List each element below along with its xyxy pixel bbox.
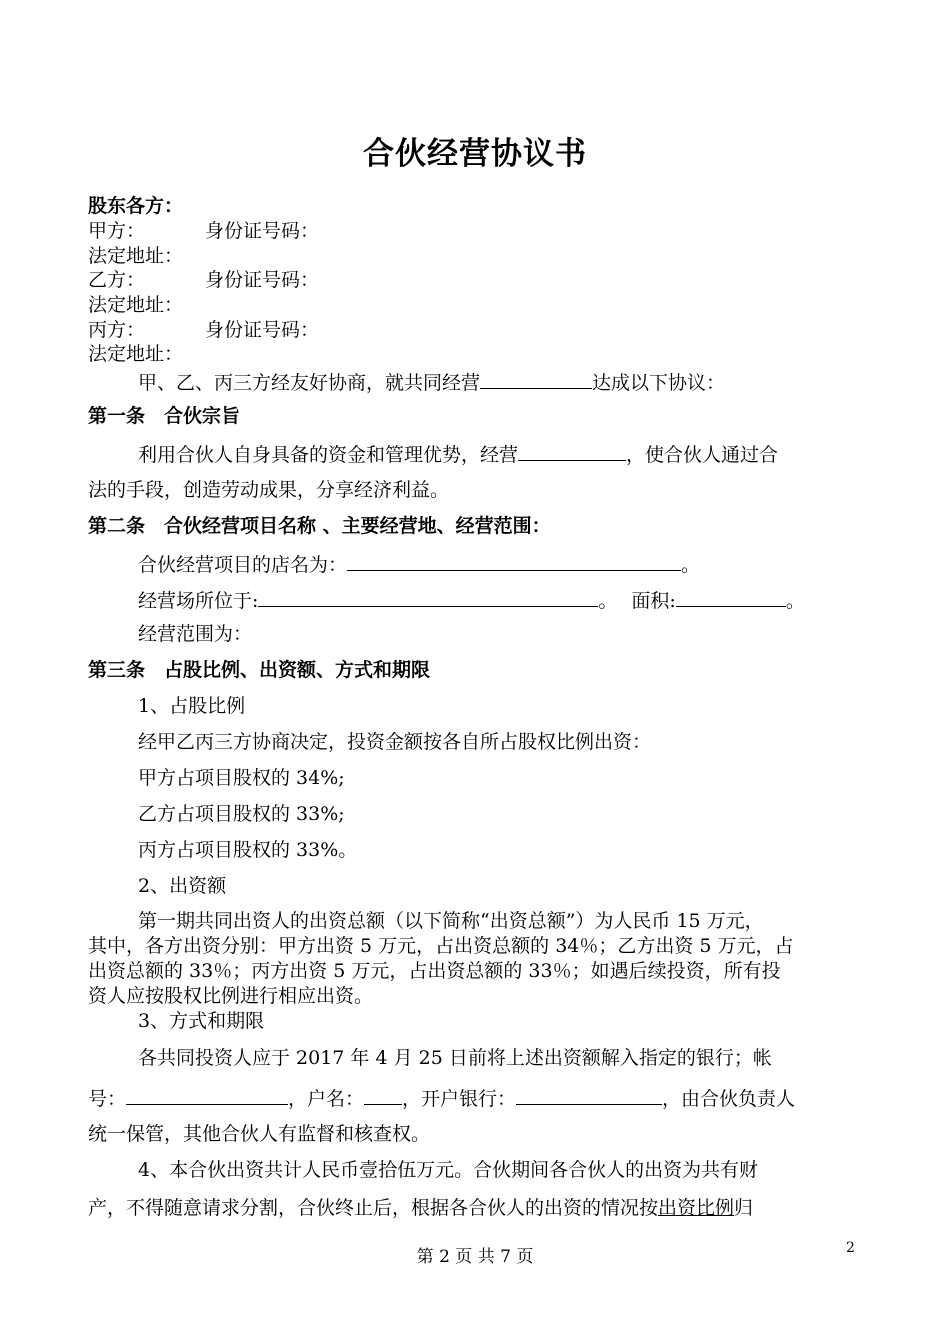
- article-1-line-1: [138, 440, 778, 467]
- operation-blank: [518, 440, 626, 461]
- party-c-address: 法定地址：: [88, 343, 184, 365]
- section-2-title: 2、出资额: [138, 875, 227, 897]
- party-b-id-label: 身份证号码：: [205, 269, 320, 291]
- store-name-label: 合伙经营项目的店名为：: [138, 554, 348, 576]
- section-4-text-a: 产，不得随意请求分割，合伙终止后，根据各合伙人的出资的情况按: [88, 1197, 659, 1219]
- section-1-paragraph: 经甲乙丙三方协商决定，投资金额按各自所占股权比例出资：: [138, 731, 652, 753]
- page-footer: 第 2 页 共 7 页: [416, 1247, 534, 1267]
- account-number-label: 号：: [88, 1088, 127, 1110]
- article-1-heading: 第一条 合伙宗旨: [88, 405, 241, 427]
- party-a-line: [88, 219, 319, 243]
- document-title: 合伙经营协议书: [363, 136, 587, 172]
- deadline-line-2-end: ，由合伙负责人: [662, 1088, 796, 1110]
- party-a-address: 法定地址：: [88, 245, 184, 267]
- page-number: 2: [846, 1240, 855, 1256]
- share-party-c: 丙方占项目股权的 33%。: [138, 839, 358, 861]
- section-4-text-b: 归: [734, 1197, 754, 1219]
- area-end: 。: [785, 590, 805, 612]
- party-b-label: 乙方：: [88, 269, 146, 291]
- store-name-line: [138, 550, 700, 577]
- party-c-label: 丙方：: [88, 319, 146, 341]
- parties-heading: 股东各方：: [88, 195, 184, 217]
- account-name-blank: [364, 1084, 402, 1105]
- party-b-address: 法定地址：: [88, 294, 184, 316]
- account-name-label: ，户名：: [288, 1088, 365, 1110]
- intro-paragraph: [138, 368, 725, 395]
- capital-line-3: 出资总额的 33％；丙方出资 5 万元，占出资总额的 33％；如遇后续投资，所有投: [88, 960, 781, 982]
- intro-text-a: 甲、乙、丙三方经友好协商，就共同经营: [138, 372, 481, 394]
- location-end: 。: [598, 590, 618, 612]
- area-blank: [676, 586, 786, 607]
- location-line: [138, 586, 805, 613]
- article-3-heading: 第三条 占股比例、出资额、方式和期限: [88, 659, 431, 681]
- bank-label: ，开户银行：: [402, 1088, 517, 1110]
- article-2-heading: 第二条 合伙经营项目名称 、主要经营地、经营范围：: [88, 515, 551, 537]
- article-1-text-b: ，使合伙人通过合: [626, 444, 779, 466]
- party-a-id-label: 身份证号码：: [205, 220, 320, 242]
- capital-line-1: 第一期共同出资人的出资总额（以下简称“出资总额”）为人民币 15 万元，: [138, 910, 764, 932]
- section-1-title: 1、占股比例: [138, 695, 246, 717]
- store-name-end: 。: [681, 554, 701, 576]
- deadline-line-3: 统一保管，其他合伙人有监督和核查权。: [88, 1123, 431, 1145]
- party-c-line: [88, 318, 319, 342]
- section-4-line-2: [88, 1196, 753, 1220]
- capital-line-4: 资人应按股权比例进行相应出资。: [88, 985, 374, 1007]
- party-b-line: [88, 268, 319, 292]
- capital-line-2: 其中，各方出资分别：甲方出资 5 万元，占出资总额的 34％；乙方出资 5 万元，占: [88, 935, 794, 957]
- share-party-b: 乙方占项目股权的 33%;: [138, 803, 345, 825]
- party-c-id-label: 身份证号码：: [205, 319, 320, 341]
- article-1-text-a: 利用合伙人自身具备的资金和管理优势，经营: [138, 444, 519, 466]
- section-3-title: 3、方式和期限: [138, 1010, 265, 1032]
- deadline-line-1: 各共同投资人应于 2017 年 4 月 25 日前将上述出资额解入指定的银行；帐: [138, 1047, 772, 1069]
- location-blank: [258, 586, 598, 607]
- location-label: 经营场所位于:: [138, 590, 259, 612]
- party-a-label: 甲方：: [88, 220, 146, 242]
- bank-blank: [516, 1084, 662, 1105]
- scope-line: 经营范围为：: [138, 623, 253, 645]
- article-1-line-2: 法的手段，创造劳动成果，分享经济利益。: [88, 479, 450, 501]
- share-party-a: 甲方占项目股权的 34%;: [138, 767, 345, 789]
- section-4-line-1: 4、本合伙出资共计人民币壹拾伍万元。合伙期间各合伙人的出资为共有财: [138, 1159, 759, 1181]
- business-blank: [480, 368, 592, 389]
- contribution-ratio-underlined: 出资比例: [658, 1197, 735, 1219]
- deadline-line-2: [88, 1084, 795, 1111]
- area-label: 面积:: [631, 590, 676, 612]
- account-number-blank: [126, 1084, 288, 1105]
- intro-text-b: 达成以下协议：: [592, 372, 726, 394]
- store-name-blank: [347, 550, 681, 571]
